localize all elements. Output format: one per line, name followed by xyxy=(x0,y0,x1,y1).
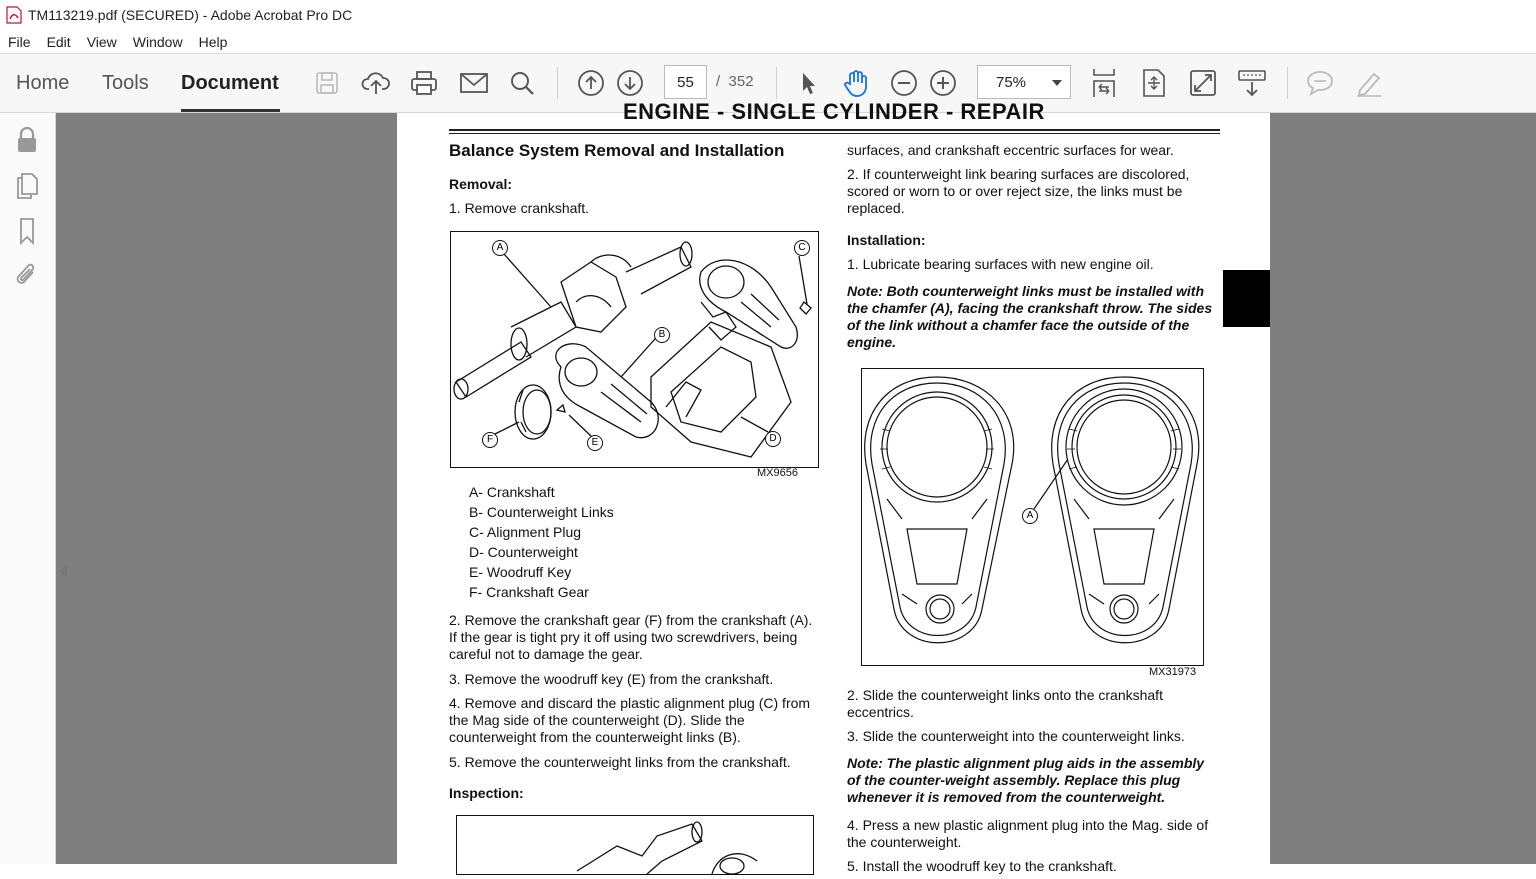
zoom-out-icon[interactable] xyxy=(889,68,919,98)
hand-icon[interactable] xyxy=(841,68,871,98)
note-alignment-plug: Note: The plastic alignment plug aids in the assembly of the counter-weight assembly. Replace this plug whenever it is removed from the counterweight. xyxy=(847,755,1205,805)
page-down-icon[interactable] xyxy=(615,68,645,98)
read-mode-icon[interactable] xyxy=(1237,68,1267,98)
save-icon[interactable] xyxy=(312,68,342,98)
active-tab-indicator xyxy=(181,109,280,112)
comment-icon[interactable] xyxy=(1305,68,1335,98)
removal-step-2: 2. Remove the crankshaft gear (F) from the crankshaft (A). If the gear is tight pry it off using two screwdrivers, being careful not to damage the gear. xyxy=(449,612,813,662)
page-header-title: ENGINE - SINGLE CYLINDER - REPAIR xyxy=(623,99,1045,124)
legend-item: B- Counterweight Links xyxy=(469,504,614,520)
document-viewer[interactable] xyxy=(56,99,1536,874)
fit-page-icon[interactable] xyxy=(1139,68,1169,98)
removal-step-5: 5. Remove the counterweight links from the crankshaft. xyxy=(449,754,791,770)
removal-step-4: 4. Remove and discard the plastic alignment plug (C) from the Mag side of the counterweight (D). Slide the counterweight from the counterweight links (B). xyxy=(449,695,811,745)
removal-heading: Removal: xyxy=(449,176,513,192)
callout-e: E xyxy=(587,435,603,451)
toolbar-separator xyxy=(557,67,558,99)
crankshaft-exploded-illustration xyxy=(451,232,818,467)
installation-step-2: 2. Slide the counterweight links onto the crankshaft eccentrics. xyxy=(847,687,1163,720)
title-bar xyxy=(0,0,1536,30)
figure-counterweight-links xyxy=(861,368,1204,666)
page-total: / 352 xyxy=(716,73,754,90)
zoom-in-icon[interactable] xyxy=(928,68,958,98)
installation-heading: Installation: xyxy=(847,232,926,248)
header-rule xyxy=(449,133,1220,134)
callout-c: C xyxy=(794,240,810,256)
menu-file[interactable]: File xyxy=(8,33,31,50)
print-icon[interactable] xyxy=(409,68,439,98)
legend-item: E- Woodruff Key xyxy=(469,564,572,580)
menu-view[interactable]: View xyxy=(86,33,117,50)
installation-step-1: 1. Lubricate bearing surfaces with new engine oil. xyxy=(847,256,1154,272)
legend-item: C- Alignment Plug xyxy=(469,524,582,540)
highlight-pen-icon[interactable] xyxy=(1354,68,1384,98)
mail-icon[interactable] xyxy=(459,68,489,98)
menu-window[interactable]: Window xyxy=(132,33,183,50)
callout-b: B xyxy=(654,327,670,343)
pages-icon[interactable] xyxy=(12,171,42,201)
header-rule xyxy=(449,129,1220,131)
window-title: TM113219.pdf (SECURED) - Adobe Acrobat Pro DC xyxy=(28,7,353,23)
zoom-value: 75% xyxy=(996,74,1027,91)
attachment-icon[interactable] xyxy=(12,259,42,289)
inspection-illustration xyxy=(457,816,813,874)
bookmark-icon[interactable] xyxy=(12,216,42,246)
tab-tools[interactable]: Tools xyxy=(102,72,149,94)
search-icon[interactable] xyxy=(507,68,537,98)
legend-item: F- Crankshaft Gear xyxy=(469,584,589,600)
installation-step-3: 3. Slide the counterweight into the counterweight links. xyxy=(847,728,1185,744)
upload-cloud-icon[interactable] xyxy=(361,68,391,98)
scroll-mode-icon[interactable] xyxy=(1089,68,1119,98)
pdf-page xyxy=(397,99,1270,874)
section-thumb-tab xyxy=(1223,270,1270,327)
menu-edit[interactable]: Edit xyxy=(46,33,71,50)
section-title: Balance System Removal and Installation xyxy=(449,141,785,160)
tab-document[interactable]: Document xyxy=(181,72,279,94)
inspection-step-2: 2. If counterweight link bearing surfaces are discolored, scored or worn to or over reject size, the links must be replaced. xyxy=(847,166,1190,216)
figure-balance-system-exploded xyxy=(450,231,819,468)
removal-step-3: 3. Remove the woodruff key (E) from the crankshaft. xyxy=(449,671,774,687)
inspection-step-continued: surfaces, and crankshaft eccentric surfaces for wear. xyxy=(847,142,1174,158)
menu-bar xyxy=(0,30,1536,54)
figure-code: MX31973 xyxy=(1149,666,1197,678)
figure-inspection xyxy=(456,815,814,875)
page-up-icon[interactable] xyxy=(576,68,606,98)
removal-step-1: 1. Remove crankshaft. xyxy=(449,200,590,216)
pdf-file-icon xyxy=(6,6,22,24)
inspection-heading: Inspection: xyxy=(449,785,524,801)
toolbar-separator xyxy=(776,67,777,99)
callout-a-chamfer: A xyxy=(1022,508,1038,524)
toolbar-separator xyxy=(1287,67,1288,99)
installation-step-4: 4. Press a new plastic alignment plug into the Mag. side of the counterweight. xyxy=(847,817,1209,850)
chevron-down-icon xyxy=(1052,80,1062,86)
note-chamfer: Note: Both counterweight links must be installed with the chamfer (A), facing the crankshaft throw. The sides of the link without a chamfer face the outside of the engine. xyxy=(847,283,1213,350)
legend-item: A- Crankshaft xyxy=(469,484,555,500)
page-number-input[interactable]: 55 xyxy=(664,65,707,99)
select-cursor-icon[interactable] xyxy=(793,68,823,98)
full-screen-icon[interactable] xyxy=(1188,68,1218,98)
installation-step-5: 5. Install the woodruff key to the crankshaft. xyxy=(847,858,1117,874)
collapse-panel-arrow-icon[interactable] xyxy=(59,564,67,578)
legend-item: D- Counterweight xyxy=(469,544,578,560)
lock-icon[interactable] xyxy=(12,125,42,155)
left-navigation-panel xyxy=(0,113,56,864)
figure-code: MX9656 xyxy=(757,467,798,479)
menu-help[interactable]: Help xyxy=(198,33,228,50)
tab-home[interactable]: Home xyxy=(16,72,70,94)
callout-a: A xyxy=(492,240,508,256)
zoom-select[interactable] xyxy=(977,65,1071,99)
callout-f: F xyxy=(482,432,498,448)
callout-d: D xyxy=(765,431,781,447)
